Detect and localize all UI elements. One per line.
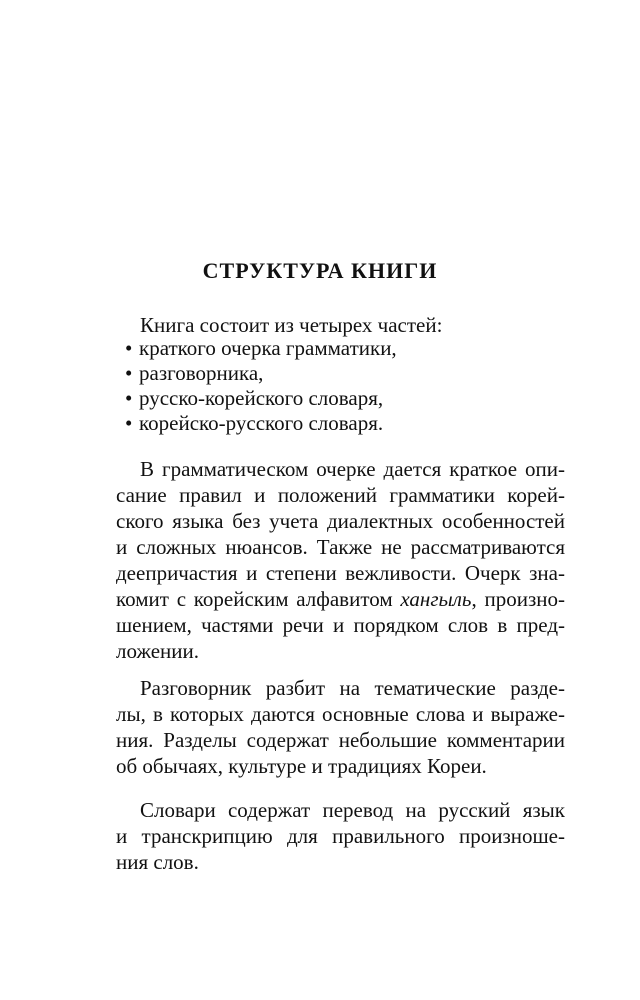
paragraph-line: ния. Разделы содержат небольшие комментарии [116,728,565,752]
paragraph-line: ния слов. [116,850,199,874]
section-title: СТРУКТУРА КНИГИ [202,258,438,283]
list-item [125,336,397,361]
bullet-icon: • [125,361,133,385]
grammar-paragraph [116,456,565,664]
list-item [125,361,397,386]
paragraph-line: и сложных нюансов. Также не рассматриваются [116,535,565,559]
paragraph-line: Словари содержат перевод на русский язык [140,798,565,822]
line-text: , произно- [471,587,565,611]
paragraph-line: деепричастия и степени вежливости. Очерк зна- [116,561,565,585]
list-item-text: корейско-русского словаря. [139,411,384,435]
paragraph-line: шением, частями речи и порядком слов в пред- [116,613,565,637]
paragraph-line [116,586,565,612]
list-item [125,411,397,436]
paragraph-line: сание правил и положений грамматики корей- [116,483,565,507]
list-item-text: разговорника, [139,361,264,385]
phrasebook-paragraph [116,675,565,779]
dictionary-paragraph [116,797,565,875]
book-parts-list [125,336,397,436]
bullet-icon: • [125,336,133,360]
paragraph-line: лы, в которых даются основные слова и выраже- [116,702,565,726]
hangul-term: хангыль [400,587,472,611]
bullet-icon: • [125,386,133,410]
paragraph-line: В грамматическом очерке дается краткое опи- [140,457,565,481]
list-item [125,386,397,411]
paragraph-line: ложении. [116,639,199,663]
paragraph-line: об обычаях, культуре и традициях Кореи. [116,754,487,778]
paragraph-line: Разговорник разбит на тематические разде- [140,676,565,700]
intro-text: Книга состоит из четырех частей: [140,313,443,337]
paragraph-line: ского языка без учета диалектных особенностей [116,509,565,533]
line-text: комит с корейским алфавитом [116,587,393,611]
list-item-text: русско-корейского словаря, [139,386,384,410]
paragraph-line: и транскрипцию для правильного произноше- [116,824,565,848]
list-item-text: краткого очерка грамматики, [139,336,397,360]
bullet-icon: • [125,411,133,435]
